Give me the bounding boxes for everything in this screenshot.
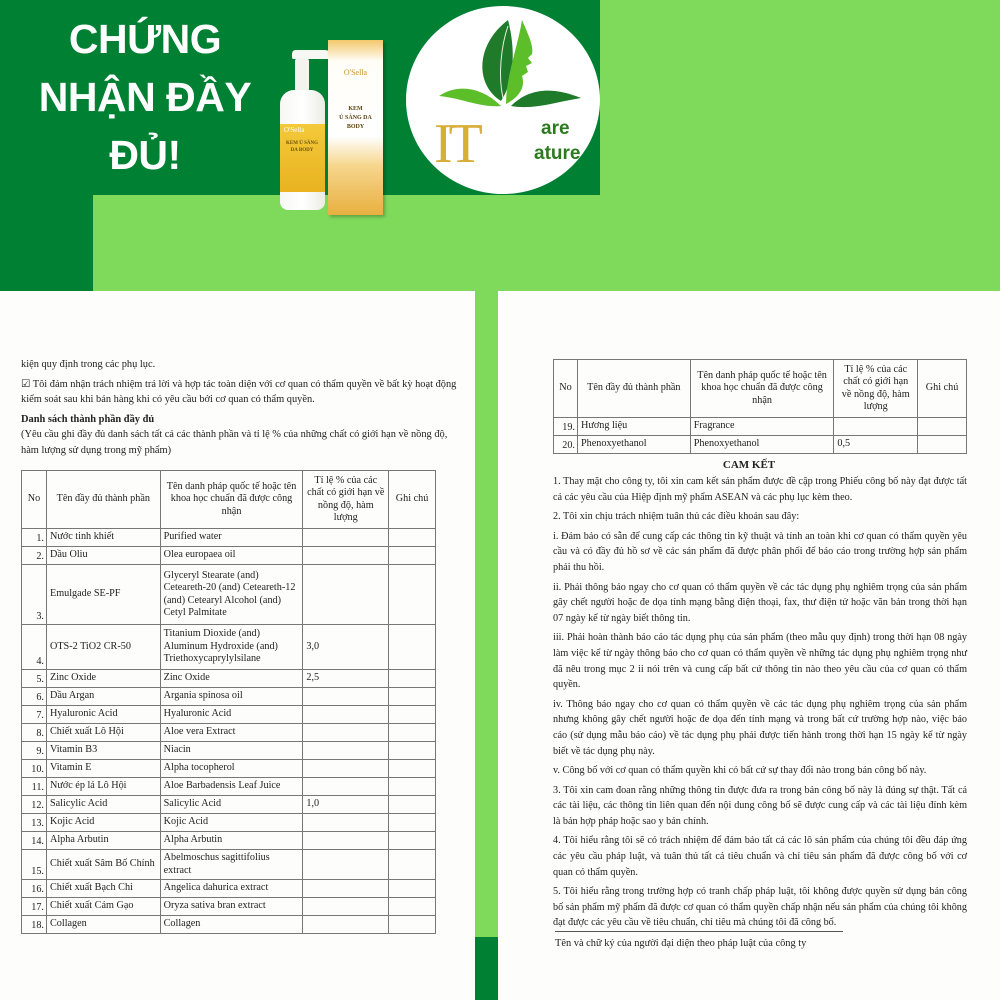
cell-pct: 2,5	[303, 670, 389, 688]
product-image	[270, 30, 400, 215]
commitment-paragraph: 2. Tôi xin chịu trách nhiệm tuân thủ các điều khoản sau đây:	[553, 511, 800, 523]
headline-line-1: CHỨNG	[68, 16, 222, 62]
cell-sci: Niacin	[160, 742, 303, 760]
header-pct: Tỉ lệ % của các chất có giới hạn về nồng độ, hàm lượng	[303, 471, 389, 529]
cell-note	[389, 850, 436, 880]
box-name-line-1: KEM	[348, 106, 363, 112]
header-note: Ghi chú	[918, 360, 967, 418]
cell-note	[389, 565, 436, 625]
table-row	[554, 436, 967, 454]
cell-name: Nước ép lá Lô Hội	[46, 778, 160, 796]
cell-name: Dầu Argan	[46, 688, 160, 706]
headline-line-2: NHẬN ĐẦY	[38, 74, 252, 120]
signature-line	[555, 931, 843, 932]
cell-note	[389, 916, 436, 934]
cell-note	[918, 418, 967, 436]
commitment-paragraph: iv. Thông báo ngay cho cơ quan có thẩm quyền về các tác dụng phụ nghiêm trọng của sản phẩm nhưng không gây chết người hoặc đe dọa đến tính mạng và trong bất cứ trường hợp nào, việc báo cáo (sử dụng mẫu báo cáo) về tác dụng phụ phải được tiến hành trong thời hạn 15 ngày kể từ ngày biết về tác dụng phụ này.	[553, 698, 967, 757]
table-row	[22, 688, 436, 706]
header-no: No	[554, 360, 578, 418]
cell-sci: Phenoxyethanol	[690, 436, 834, 454]
commitment-text	[553, 474, 967, 935]
cell-sci: Alpha tocopherol	[160, 760, 303, 778]
cell-no: 17.	[22, 898, 47, 916]
cell-pct: 3,0	[303, 625, 389, 670]
cell-sci: Fragrance	[690, 418, 834, 436]
cell-note	[389, 760, 436, 778]
header-name: Tên đầy đủ thành phần	[577, 360, 690, 418]
cell-name: Vitamin B3	[46, 742, 160, 760]
cell-pct	[303, 529, 389, 547]
table-row	[22, 547, 436, 565]
banner-light-background	[93, 195, 1000, 292]
pump-neck-icon	[295, 58, 309, 92]
cell-sci: Oryza sativa bran extract	[160, 898, 303, 916]
table-row	[22, 670, 436, 688]
table-row	[22, 880, 436, 898]
table-header-row	[22, 471, 436, 529]
signature-caption: Tên và chữ ký của người đại diện theo pháp luật của công ty	[555, 938, 807, 949]
cell-no: 4.	[22, 625, 47, 670]
checkbox-paragraph	[21, 377, 461, 408]
cell-pct	[303, 706, 389, 724]
cell-sci: Glyceryl Stearate (and) Ceteareth-20 (and) Ceteareth-12 (and) Cetearyl Alcohol (and) Cetyl Palmitate	[160, 565, 303, 625]
cell-no: 3.	[22, 565, 47, 625]
cell-note	[389, 796, 436, 814]
cell-no: 16.	[22, 880, 47, 898]
cell-sci: Titanium Dioxide (and) Aluminum Hydroxide (and) Triethoxycaprylylsilane	[160, 625, 303, 670]
ingredients-table-left	[21, 470, 436, 934]
cell-name: Dầu Oliu	[46, 547, 160, 565]
cell-pct	[303, 880, 389, 898]
logo-letters: IT	[434, 113, 479, 175]
box-brand: O'Sella	[343, 68, 368, 77]
cell-no: 13.	[22, 814, 47, 832]
cell-note	[389, 547, 436, 565]
header-no: No	[22, 471, 47, 529]
checkbox-text: Tôi đảm nhận trách nhiệm trả lời và hợp tác toàn diện với cơ quan có thẩm quyền về bất kỳ hoạt động kiểm soát sau khi bán hàng khi có yêu cầu bởi cơ quan có thẩm quyền.	[21, 378, 457, 405]
cell-pct	[303, 850, 389, 880]
table-row	[22, 760, 436, 778]
product-box	[328, 40, 383, 215]
cell-note	[389, 880, 436, 898]
box-name-line-3: BODY	[346, 124, 365, 130]
cell-name: Salicylic Acid	[46, 796, 160, 814]
banner-light-background-right	[600, 0, 1000, 195]
cell-note	[389, 670, 436, 688]
cell-pct	[303, 814, 389, 832]
commitment-paragraph: 5. Tôi hiểu rằng trong trường hợp có tranh chấp pháp luật, tôi không được quyền sử dụng bản công bố sản phẩm mỹ phẩm đã được cơ quan có thẩm quyền chấp nhận nếu sản phẩm của chúng tôi không đạt được các yêu cầu về tiêu chuẩn, chỉ tiêu mà chúng tôi đã công bố.	[553, 886, 967, 929]
table-row	[22, 796, 436, 814]
headline	[0, 10, 290, 184]
ingredients-table-right	[553, 359, 967, 454]
table-header-row	[554, 360, 967, 418]
table-row	[22, 814, 436, 832]
cell-note	[389, 625, 436, 670]
table-body-right	[554, 418, 967, 454]
cell-sci: Purified water	[160, 529, 303, 547]
table-row	[22, 916, 436, 934]
cell-name: OTS-2 TiO2 CR-50	[46, 625, 160, 670]
table-row	[22, 742, 436, 760]
table-row	[22, 898, 436, 916]
cell-no: 9.	[22, 742, 47, 760]
cell-pct	[303, 565, 389, 625]
box-name-line-2: Ủ SÁNG DA	[339, 115, 372, 121]
cell-no: 19.	[554, 418, 578, 436]
cell-name: Phenoxyethanol	[577, 436, 690, 454]
section-title: Danh sách thành phần đầy đủ	[21, 413, 155, 425]
cell-name: Vitamin E	[46, 760, 160, 778]
cell-sci: Abelmoschus sagittifolius extract	[160, 850, 303, 880]
cell-sci: Collagen	[160, 916, 303, 934]
cell-name: Chiết xuất Cám Gạo	[46, 898, 160, 916]
banner-dark-background-left	[0, 195, 93, 292]
box-name	[328, 105, 383, 132]
cell-note	[389, 742, 436, 760]
cell-no: 5.	[22, 670, 47, 688]
bottle-label	[280, 124, 325, 192]
cell-sci: Salicylic Acid	[160, 796, 303, 814]
bottle-brand: O'Sella	[284, 126, 305, 134]
cell-note	[389, 832, 436, 850]
cell-pct	[303, 832, 389, 850]
table-row	[22, 529, 436, 547]
cell-note	[389, 814, 436, 832]
cell-sci: Alpha Arbutin	[160, 832, 303, 850]
cell-no: 6.	[22, 688, 47, 706]
table-row	[554, 418, 967, 436]
commitment-paragraph: iii. Phải hoàn thành báo cáo tác dụng phụ của sản phẩm (theo mẫu quy định) trong thời hạn 08 ngày làm việc kể từ ngày thông báo cho cơ quan có thẩm quyền về những tác dụng phụ nghiêm trọng như đã nêu trong mục 2 ii nói trên và cung cấp bất cứ thông tin nào theo yêu cầu của cơ quan có thẩm quyền.	[553, 632, 967, 691]
cell-note	[389, 706, 436, 724]
commitment-paragraph: 3. Tôi xin cam đoan rằng những thông tin được đưa ra trong bản công bố này là đúng sự thật. Tất cả các tài liệu, các thông tin liên quan đến nội dung công bố sẽ được cung cấp và các tài liệu đính kèm là bản hợp pháp hoặc sao y bản chính.	[553, 784, 967, 827]
cell-no: 2.	[22, 547, 47, 565]
cell-pct	[303, 778, 389, 796]
table-row	[22, 778, 436, 796]
cell-name: Chiết xuất Bạch Chỉ	[46, 880, 160, 898]
cell-no: 20.	[554, 436, 578, 454]
cell-no: 14.	[22, 832, 47, 850]
cell-pct	[303, 760, 389, 778]
table-row	[22, 706, 436, 724]
cell-pct: 0,5	[834, 436, 918, 454]
header-sci: Tên danh pháp quốc tế hoặc tên khoa học chuẩn đã được công nhận	[690, 360, 834, 418]
gap-dark-strip	[475, 937, 498, 1000]
cell-sci: Argania spinosa oil	[160, 688, 303, 706]
cell-note	[918, 436, 967, 454]
cell-pct	[303, 742, 389, 760]
cell-name: Hyaluronic Acid	[46, 706, 160, 724]
table-row	[22, 832, 436, 850]
cell-name: Chiết xuất Lô Hội	[46, 724, 160, 742]
cell-name: Kojic Acid	[46, 814, 160, 832]
table-row	[22, 565, 436, 625]
left-page-text	[21, 357, 461, 458]
header-sci: Tên danh pháp quốc tế hoặc tên khoa học chuẩn đã được công nhận	[160, 471, 303, 529]
cell-sci: Zinc Oxide	[160, 670, 303, 688]
header-pct: Tỉ lệ % của các chất có giới hạn về nồng độ, hàm lượng	[834, 360, 918, 418]
commitment-paragraph: ii. Phải thông báo ngay cho cơ quan có thẩm quyền về các tác dụng phụ nghiêm trọng của sản phẩm gây chết người hoặc đe dọa tính mạng bằng điện thoại, fax, thư điện tử hoặc văn bản trong thời hạn 07 ngày kể từ ngày biết thông tin.	[553, 581, 967, 624]
cell-pct	[303, 916, 389, 934]
brand-logo	[406, 6, 600, 194]
logo-word-nature: ature	[534, 143, 581, 164]
cell-no: 10.	[22, 760, 47, 778]
cell-sci: Aloe Barbadensis Leaf Juice	[160, 778, 303, 796]
cell-pct: 1,0	[303, 796, 389, 814]
cell-no: 8.	[22, 724, 47, 742]
bottle-name: KEM Ủ SÁNG DA BODY	[286, 141, 318, 153]
commitment-paragraph: i. Đảm bảo có sẵn để cung cấp các thông tin kỹ thuật và tính an toàn khi cơ quan có thẩm quyền yêu cầu và có đầy đủ hồ sơ về các sản phẩm đã được phân phối để báo cáo trong trường hợp sản phẩm phải thu hồi.	[553, 530, 967, 573]
table-row	[22, 625, 436, 670]
cell-note	[389, 898, 436, 916]
cell-pct	[303, 724, 389, 742]
commitment-paragraph: 4. Tôi hiểu rằng tôi sẽ có trách nhiệm để đảm bảo tất cả các lô sản phẩm của chúng tôi đều đáp ứng các yêu cầu pháp luật, và tuân thủ tất cả tiêu chuẩn và chỉ tiêu sản phẩm đã được công bố với cơ quan có thẩm quyền.	[553, 835, 967, 878]
cell-sci: Angelica dahurica extract	[160, 880, 303, 898]
cell-no: 12.	[22, 796, 47, 814]
header-note: Ghi chú	[389, 471, 436, 529]
commitment-title: CAM KẾT	[722, 459, 776, 471]
cell-no: 1.	[22, 529, 47, 547]
intro-line: kiện quy định trong các phụ lục.	[21, 359, 156, 370]
cell-no: 11.	[22, 778, 47, 796]
cell-name: Zinc Oxide	[46, 670, 160, 688]
checkbox-icon: ☑	[21, 378, 31, 390]
logo-word-care: are	[541, 118, 570, 139]
cell-pct	[303, 547, 389, 565]
cell-name: Nước tinh khiết	[46, 529, 160, 547]
cell-no: 18.	[22, 916, 47, 934]
table-row	[22, 850, 436, 880]
cell-note	[389, 778, 436, 796]
header-name: Tên đầy đủ thành phần	[46, 471, 160, 529]
cell-note	[389, 688, 436, 706]
cell-no: 15.	[22, 850, 47, 880]
cell-name: Hương liệu	[577, 418, 690, 436]
cell-sci: Kojic Acid	[160, 814, 303, 832]
cell-name: Alpha Arbutin	[46, 832, 160, 850]
cell-pct	[303, 688, 389, 706]
table-row	[22, 724, 436, 742]
section-note: (Yêu cầu ghi đầy đủ danh sách tất cả các thành phần và tỉ lệ % của những chất có giới hạn về nồng độ, hàm lượng sử dụng trong mỹ phẩm)	[21, 429, 448, 456]
cell-no: 7.	[22, 706, 47, 724]
table-body-left	[22, 529, 436, 934]
cell-name: Chiết xuất Sâm Bố Chính	[46, 850, 160, 880]
cell-note	[389, 529, 436, 547]
cell-sci: Hyaluronic Acid	[160, 706, 303, 724]
cell-sci: Aloe vera Extract	[160, 724, 303, 742]
headline-line-3: ĐỦ!	[109, 132, 181, 178]
commitment-paragraph: v. Công bố với cơ quan có thẩm quyền khi có bất cứ sự thay đổi nào trong bản công bố này.	[553, 765, 927, 777]
cell-name: Emulgade SE-PF	[46, 565, 160, 625]
cell-note	[389, 724, 436, 742]
cell-sci: Olea europaea oil	[160, 547, 303, 565]
cell-pct	[834, 418, 918, 436]
cell-name: Collagen	[46, 916, 160, 934]
commitment-paragraph: 1. Thay mặt cho công ty, tôi xin cam kết sản phẩm được đề cập trong Phiếu công bố này đạt được tất cả các yêu cầu của Hiệp định mỹ phẩm ASEAN và các phụ lục kèm theo.	[553, 476, 967, 503]
cell-pct	[303, 898, 389, 916]
